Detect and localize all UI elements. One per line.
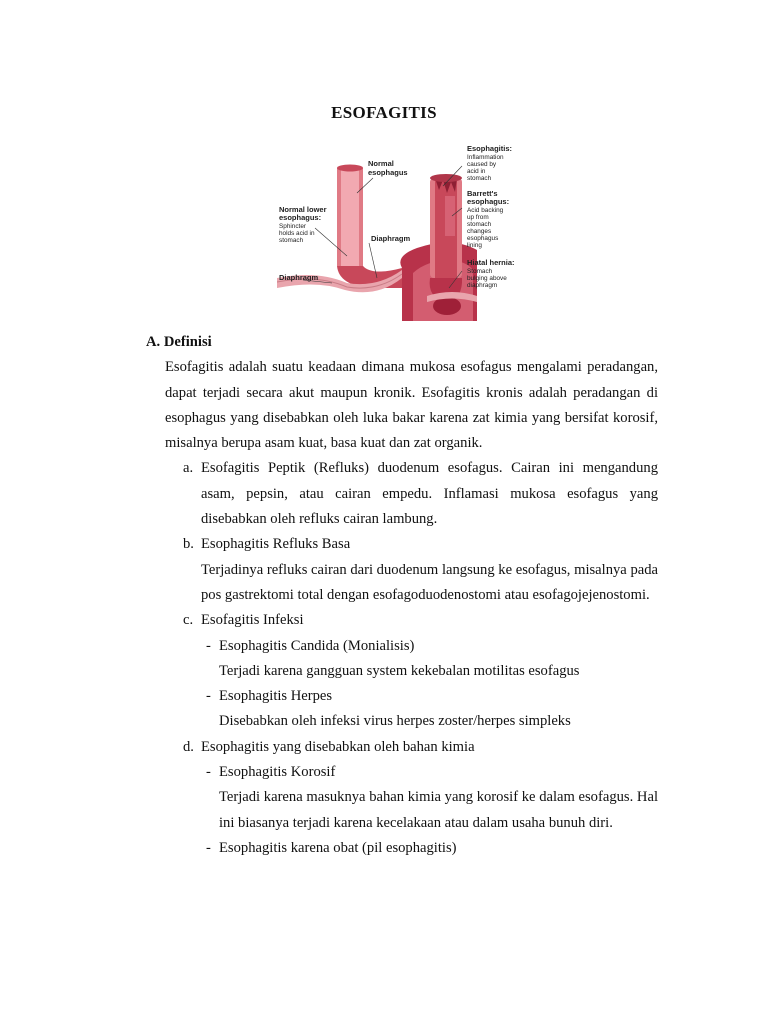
esophagus-diagram <box>277 138 555 321</box>
list-item-text: Esofagitis Peptik (Refluks) duodenum esofagus. Cairan ini mengandung asam, pepsin, atau cairan empedu. Inflamasi mukosa esofagus yang disebabkan oleh refluks cairan lambung. <box>201 460 658 528</box>
sub-item-obat <box>206 836 658 861</box>
label-esophagitis-desc-3: acid in <box>467 168 486 175</box>
list-item-b <box>183 532 658 557</box>
label-hiatal-title: Hiatal hernia: <box>467 258 515 267</box>
list-item-b-detail: Terjadinya refluks cairan dari duodenum langsung ke esofagus, misalnya pada pos gastrektomi total dengan esofagoduodenostomi atau esofagojejenostomi. <box>201 561 658 603</box>
label-barrett-desc-3: stomach <box>467 221 492 228</box>
label-barrett-desc-2: up from <box>467 214 489 221</box>
label-sphincter-2: holds acid in <box>279 230 315 237</box>
label-hiatal-desc-2: bulging above <box>467 275 507 282</box>
document-title: ESOFAGITIS <box>331 103 437 122</box>
label-normal-esophagus-1: Normal <box>368 159 394 168</box>
sub-item-text: Esophagitis karena obat (pil esophagitis) <box>219 839 457 856</box>
list-item-text: Esophagitis Refluks Basa <box>201 536 351 553</box>
esophagitis-illustration <box>277 138 555 321</box>
label-normal-lower-2: esophagus: <box>279 213 322 222</box>
label-sphincter-1: Sphincter <box>279 223 306 230</box>
section-heading: A. Definisi <box>146 334 212 350</box>
list-item-text: Esophagitis yang disebabkan oleh bahan kimia <box>201 738 475 755</box>
label-diaphragm-mid: Diaphragm <box>371 234 411 243</box>
label-barrett-desc-6: lining <box>467 242 482 249</box>
list-marker: c. <box>183 612 194 629</box>
dash-marker: - <box>206 688 211 705</box>
label-sphincter-3: stomach <box>279 237 304 244</box>
section-definisi <box>146 330 658 861</box>
label-esophagitis-desc-2: caused by <box>467 161 497 168</box>
label-esophagitis-desc-1: Inflammation <box>467 154 504 161</box>
list-item-text: Esofagitis Infeksi <box>201 612 304 629</box>
label-diaphragm-left: Diaphragm <box>279 273 319 282</box>
sub-item-herpes-detail: Disebabkan oleh infeksi virus herpes zoster/herpes simpleks <box>219 713 571 730</box>
sub-item-korosif <box>206 760 658 785</box>
sub-item-korosif-detail: Terjadi karena masuknya bahan kimia yang korosif ke dalam esofagus. Hal ini biasanya terjadi karena kecelakaan atau dalam usaha bunuh diri. <box>219 789 658 831</box>
label-normal-lower-1: Normal lower <box>279 205 327 214</box>
list-item-c <box>183 608 658 633</box>
list-item-a <box>183 456 658 532</box>
list-marker: d. <box>183 738 194 755</box>
label-esophagitis-desc-4: stomach <box>467 175 492 182</box>
label-esophagitis-title: Esophagitis: <box>467 144 513 153</box>
label-hiatal-desc-3: diaphragm <box>467 282 498 289</box>
sub-item-text: Esophagitis Candida (Monialisis) <box>219 637 415 654</box>
label-barrett-desc-1: Acid backing <box>467 207 504 214</box>
sub-item-text: Esophagitis Herpes <box>219 688 333 705</box>
label-barrett-desc-5: esophagus <box>467 235 499 242</box>
sub-item-herpes <box>206 684 658 709</box>
list-marker: b. <box>183 536 194 553</box>
list-marker: a. <box>183 460 194 477</box>
label-barrett-title-1: Barrett's <box>467 189 498 198</box>
dash-marker: - <box>206 764 211 781</box>
sub-item-candida-detail: Terjadi karena gangguan system kekebalan motilitas esofagus <box>219 662 580 679</box>
definition-paragraph: Esofagitis adalah suatu keadaan dimana mukosa esofagus mengalami peradangan, dapat terjadi secara akut maupun kronik. Esofagitis kronis adalah peradangan di esophagus yang disebabkan oleh luka bakar karena zat kimia yang bersifat korosif, misalnya berupa asam kuat, basa kuat dan zat organik. <box>165 359 658 452</box>
label-barrett-desc-4: changes <box>467 228 492 235</box>
label-barrett-title-2: esophagus: <box>467 197 510 206</box>
label-normal-esophagus-2: esophagus <box>368 168 408 177</box>
list-item-d <box>183 735 658 760</box>
sub-item-candida <box>206 634 658 659</box>
sub-item-text: Esophagitis Korosif <box>219 764 336 781</box>
dash-marker: - <box>206 637 211 654</box>
dash-marker: - <box>206 839 211 856</box>
label-hiatal-desc-1: Stomach <box>467 268 493 275</box>
